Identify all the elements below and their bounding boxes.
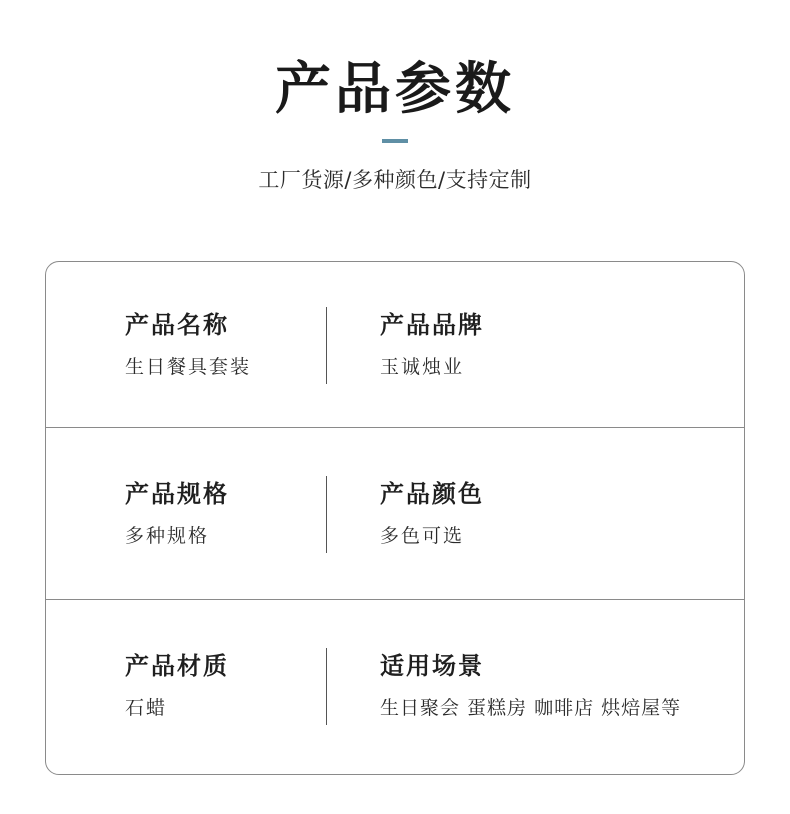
param-label: 产品材质 bbox=[125, 652, 229, 680]
row-divider bbox=[46, 427, 744, 428]
column-divider bbox=[326, 476, 327, 553]
column-divider bbox=[326, 648, 327, 725]
param-value: 玉诚烛业 bbox=[380, 356, 465, 378]
params-table bbox=[45, 261, 745, 775]
title-accent-bar bbox=[382, 139, 408, 143]
param-value: 多色可选 bbox=[380, 525, 465, 547]
param-value: 生日餐具套装 bbox=[125, 356, 252, 378]
param-value: 石蜡 bbox=[125, 697, 168, 719]
param-label: 产品颜色 bbox=[380, 480, 484, 508]
param-value: 多种规格 bbox=[125, 525, 210, 547]
param-label: 适用场景 bbox=[380, 652, 484, 680]
param-label: 产品名称 bbox=[125, 311, 229, 339]
row-divider bbox=[46, 599, 744, 600]
param-label: 产品规格 bbox=[125, 480, 229, 508]
column-divider bbox=[326, 307, 327, 384]
param-label: 产品品牌 bbox=[380, 311, 484, 339]
page-title: 产品参数 bbox=[275, 57, 515, 122]
param-value: 生日聚会 蛋糕房 咖啡店 烘焙屋等 bbox=[380, 697, 682, 719]
page-subtitle: 工厂货源/多种颜色/支持定制 bbox=[258, 168, 532, 192]
